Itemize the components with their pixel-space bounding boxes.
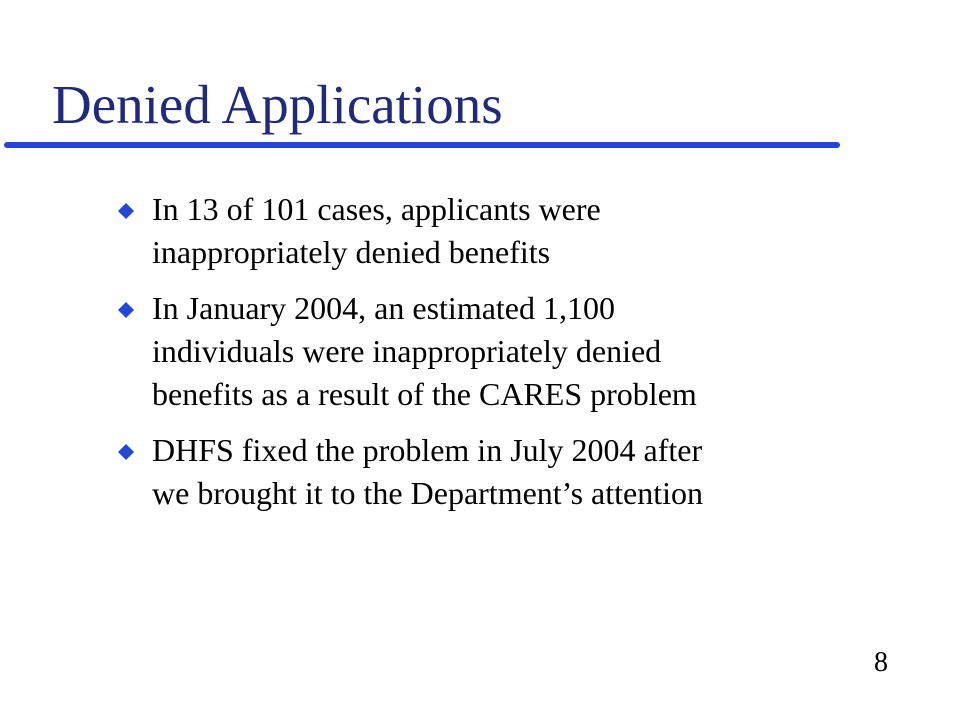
bullet-text: In January 2004, an estimated 1,100 individuals were inappropriately denied benefits as a result of the CARES problem [152,290,697,412]
diamond-bullet-icon [118,302,134,318]
page-number: 8 [874,647,888,678]
slide-title: Denied Applications [52,74,503,135]
title-underline [4,142,840,148]
bullet-item [112,188,912,274]
bullet-text: DHFS fixed the problem in July 2004 after we brought it to the Department’s attention [152,432,703,511]
bullet-item [112,429,912,515]
bullet-text: In 13 of 101 cases, applicants were inappropriately denied benefits [152,191,601,270]
bullet-item [112,287,912,416]
bullet-list [112,188,912,528]
diamond-bullet-icon [118,444,134,460]
diamond-bullet-icon [118,203,134,219]
